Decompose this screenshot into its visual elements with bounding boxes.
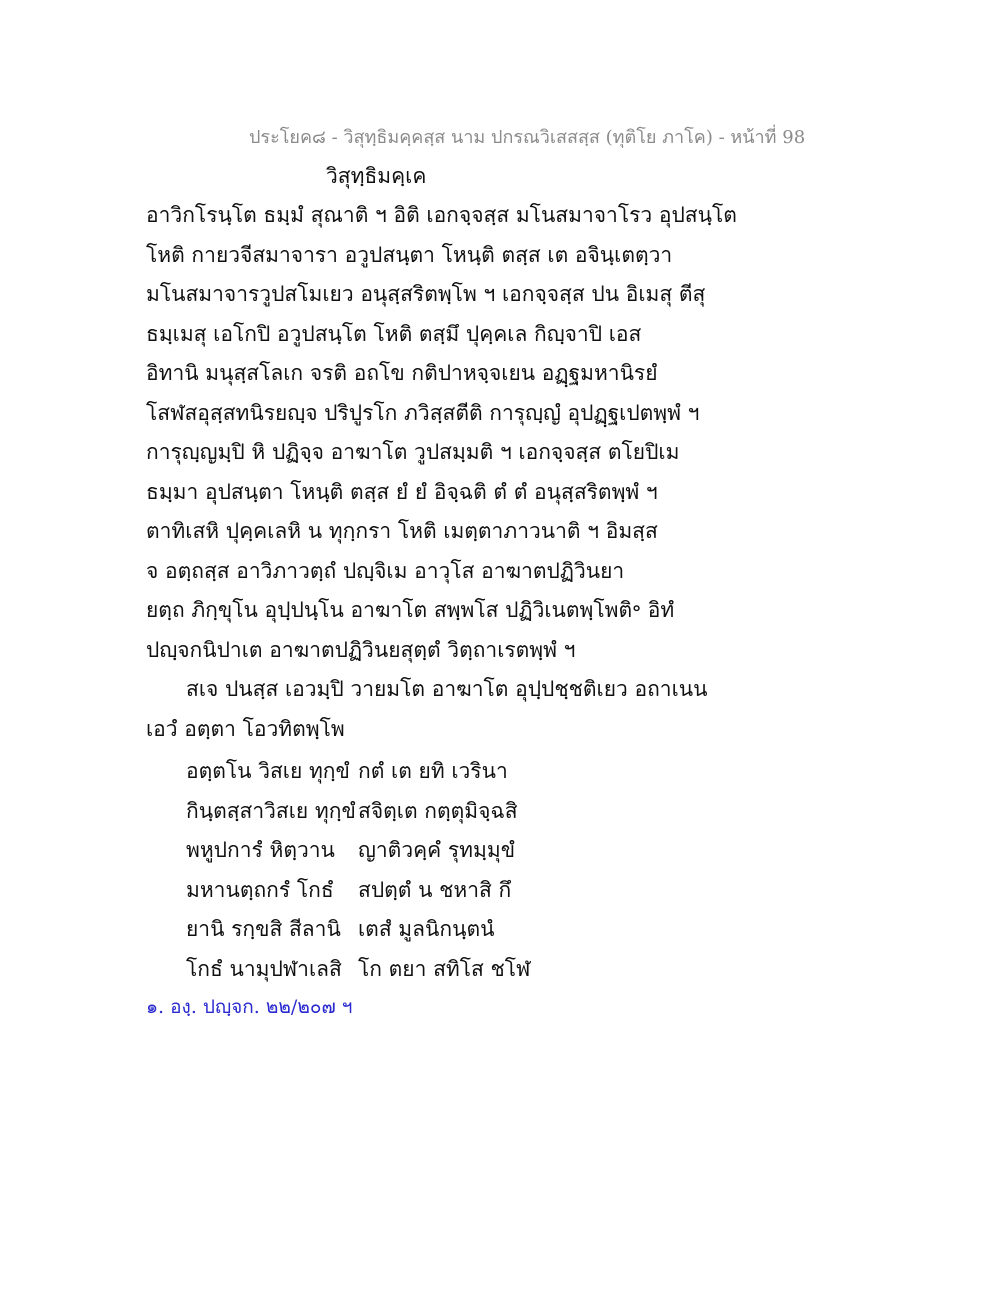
verse-first-half: กินฺตสฺสาวิสเย ทุกฺขํ	[186, 798, 356, 823]
verse-second-half: สปตฺตํ น ชหาสิ กึ	[358, 877, 512, 902]
text-line: มโนสมาจารวูปสโมเยว อนุสฺสริตพฺโพ ฯ เอกจฺจสฺส ปน อิเมสุ ตีสุ	[146, 282, 706, 306]
text-line: อาวิกโรนฺโต ธมฺมํ สุณาติ ฯ อิติ เอกจฺจสฺส มโนสมาจาโรว อุปสนฺโต	[146, 203, 737, 227]
text-line: การุญฺญมฺปิ หิ ปฏิจฺจ อาฆาโต วูปสมฺมติ ฯ เอกจฺจสฺส ตโยปิเม	[146, 440, 680, 464]
text-line: ปญฺจกนิปาเต อาฆาตปฏิวินยสุตฺตํ วิตฺถาเรตพฺพํ ฯ	[146, 637, 576, 662]
text-line: ธมฺมา อุปสนฺตา โหนฺติ ตสฺส ยํ ยํ อิจฺฉติ ตํ ตํ อนุสฺสริตพฺพํ ฯ	[146, 479, 658, 504]
verse-line	[186, 954, 530, 994]
footnote: ๑. องฺ. ปญฺจก. ๒๒/๒๐๗ ฯ	[146, 996, 353, 1018]
verse-first-half: ยานิ รกฺขสิ สีลานิ	[186, 917, 341, 941]
verse-second-half: ญาติวคฺคํ รุทมฺมุขํ	[358, 838, 516, 862]
text-line: ธมฺเมสุ เอโกปิ อวูปสนฺโต โหติ ตสฺมึ ปุคฺคเล กิญฺจาปิ เอส	[146, 321, 642, 346]
verse-first-half: อตฺตโน วิสเย ทุกฺขํ	[186, 759, 350, 783]
body-text	[146, 200, 846, 753]
verse-line	[186, 835, 530, 875]
text-line: ยตฺถ ภิกฺขุโน อุปฺปนฺโน อาฆาโต สพฺพโส ปฏิวิเนตพฺโพติ॰ อิทํ	[146, 598, 675, 622]
text-line: โสฬสอุสฺสทนิรยญฺจ ปริปูรโก ภวิสฺสตีติ การุญฺญํ อุปฏฺฐเปตพฺพํ ฯ	[146, 400, 700, 425]
verse-block	[186, 756, 530, 993]
verse-second-half: กตํ เต ยทิ เวรินา	[358, 759, 508, 783]
verse-line	[186, 796, 530, 836]
text-line: สเจ ปนสฺส เอวมฺปิ วายมโต อาฆาโต อุปฺปชฺชติเยว อถาเนน	[186, 677, 708, 701]
verse-line	[186, 875, 530, 915]
text-line: เอวํ อตฺตา โอวทิตพฺโพ	[146, 716, 345, 741]
verse-first-half: พหูปการํ หิตฺวาน	[186, 838, 335, 862]
text-line: โหติ กายวจีสมาจารา อวูปสนฺตา โหนฺติ ตสฺส เต อจินฺเตตฺวา	[146, 242, 673, 267]
section-title: วิสุทฺธิมคฺเค	[326, 164, 427, 188]
text-line: อิทานิ มนุสฺสโลเก จรติ อถโข กติปาหจฺจเยน อฏฺฐมหานิรยํ	[146, 361, 658, 385]
verse-first-half: มหานตฺถกรํ โกธํ	[186, 877, 334, 902]
verse-second-half: สจิตฺเต กตฺตุมิจฺฉสิ	[358, 798, 518, 823]
verse-line	[186, 914, 530, 954]
page-header: ประโยค๘ - วิสุทฺธิมคฺคสฺส นาม ปกรณวิเสสสฺส (ทุติโย ภาโค) - หน้าที่ 98	[249, 127, 806, 148]
text-line: จ อตฺถสฺส อาวิภาวตฺถํ ปญฺจิเม อาวุโส อาฆาตปฏิวินยา	[146, 558, 625, 583]
verse-first-half: โกธํ นามุปฬาเลสิ	[186, 956, 342, 981]
verse-second-half: โก ตยา สทิโส ชโฬ	[358, 956, 531, 981]
verse-line	[186, 756, 530, 796]
verse-second-half: เตสํ มูลนิกนฺตนํ	[358, 917, 495, 941]
text-line: ตาทิเสหิ ปุคฺคเลหิ น ทุกฺกรา โหติ เมตฺตาภาวนาติ ฯ อิมสฺส	[146, 519, 658, 543]
